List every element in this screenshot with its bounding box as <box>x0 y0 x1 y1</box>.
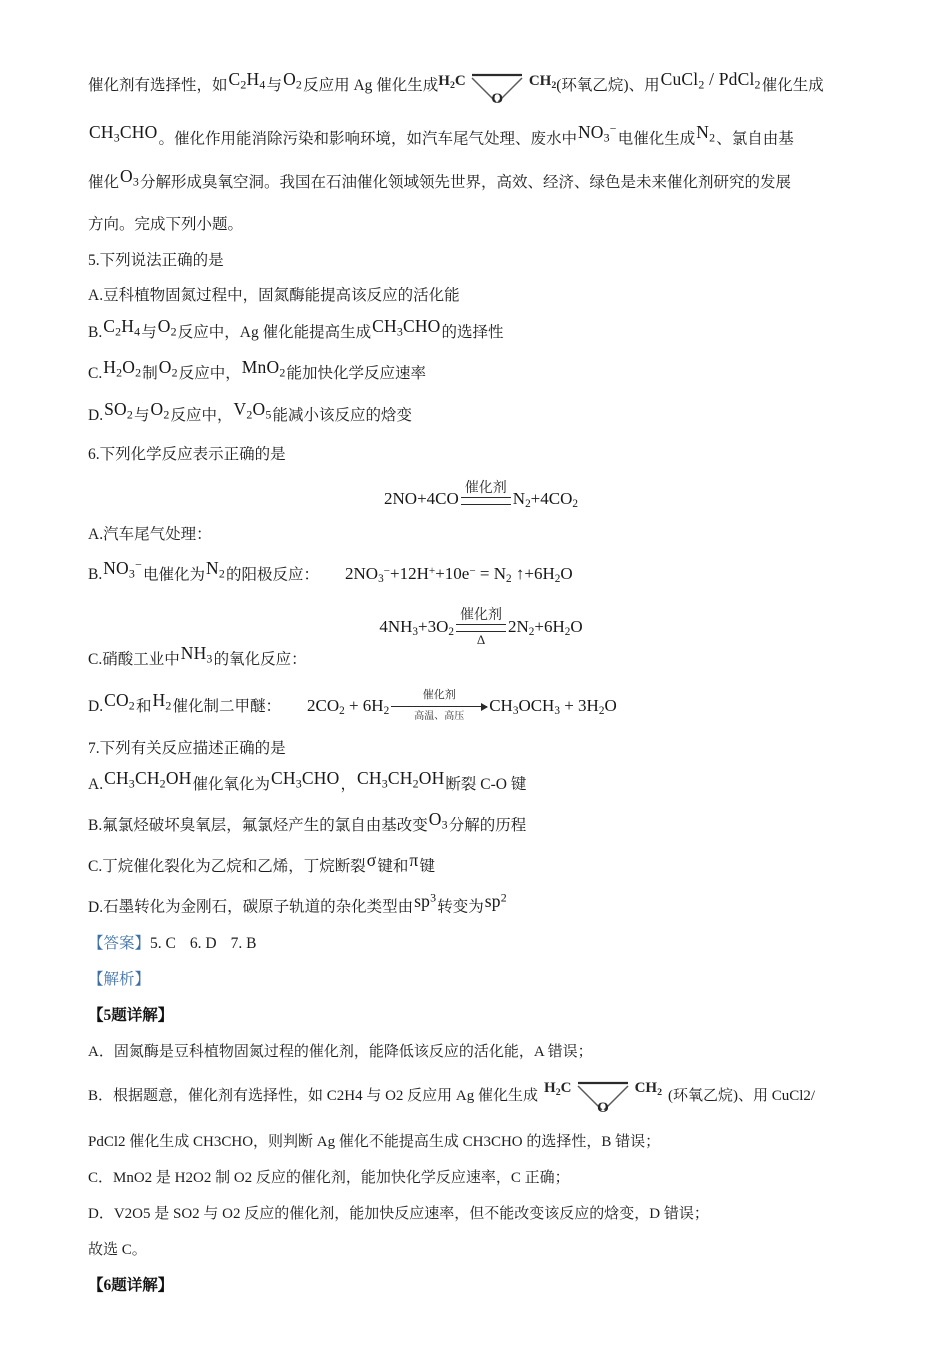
stem-text-7: 电催化生成 <box>617 130 696 148</box>
formula-o2: $O_2$ <box>158 357 178 380</box>
formula-ch3cho: $CH_3CHO$ <box>271 767 340 790</box>
answer-item-6: 6. D <box>189 934 217 952</box>
option-text: 与 <box>141 324 157 341</box>
option-text: 能加快化学反应速率 <box>286 365 426 383</box>
stem-paragraph-3 <box>88 163 874 206</box>
stem-text-5: 催化生成 <box>761 77 824 94</box>
answer-item-5: 5. C <box>150 934 176 952</box>
option-label: A. <box>88 287 104 304</box>
formula-nitrate-ion: $NO_3^-$ <box>103 558 142 581</box>
stem-text-2: 与 <box>266 77 283 94</box>
question-6-option-b-equation: $2NO_3^-+12H^++10e^- = N_2$ $↑+6H_2O$ <box>345 564 573 586</box>
option-text: 反应中， <box>178 365 241 383</box>
option-label: D. <box>88 898 104 916</box>
stem-text-4: (环氧乙烷)、用 <box>556 77 660 94</box>
option-text: 和 <box>135 698 152 716</box>
stem-text-6: 。催化作用能消除污染和影响环境，如汽车尾气处理、废水中 <box>158 130 577 148</box>
question-5-analysis-d: D．V2O5 是 SO2 与 O2 反应的催化剂，能加快反应速率，但不能改变该反应的焓变，D 错误； <box>88 1205 709 1222</box>
epoxyethane-structure-icon <box>544 1070 662 1124</box>
epoxide-left-label: $H_2C$ <box>544 1079 572 1098</box>
question-6-option-d-equation <box>306 689 617 723</box>
option-text: 的选择性 <box>441 324 504 341</box>
equals-double-bar <box>461 497 511 505</box>
formula-so2: $SO_2$ <box>104 398 134 421</box>
option-text: 反应中， <box>170 406 233 424</box>
option-text: 能减小该反应的焓变 <box>272 406 413 424</box>
formula-n2: $N_2$ <box>205 558 225 581</box>
analysis-marker: 【解析】 <box>88 970 151 988</box>
stem-paragraph-4 <box>88 206 874 244</box>
option-label: C. <box>88 858 103 876</box>
question-7-option-c[interactable] <box>88 848 874 885</box>
answer-item-7: 7. B <box>230 934 257 952</box>
option-text: ， <box>340 775 356 793</box>
stem-text-1: 催化剂有选择性，如 <box>88 77 228 94</box>
condition-under: Δ <box>476 632 486 648</box>
question-6-prompt <box>88 438 874 472</box>
formula-h2o2: $H_2O_2$ <box>103 357 142 380</box>
equation-right: $2N_2+6H_2O$ <box>508 616 583 638</box>
question-5-prompt <box>88 244 874 278</box>
formula-v2o5: $V_2O_5$ <box>233 398 272 421</box>
option-text: 石墨转化为金刚石，碳原子轨道的杂化类型由 <box>103 898 414 916</box>
option-text: 的阳极反应： <box>225 566 319 584</box>
stem-text-10: 分解形成臭氧空洞。我国在石油催化领域领先世界，高效、经济、绿色是未来催化剂研究的发展 <box>140 173 792 191</box>
symbol-pi: π <box>409 850 419 871</box>
question-6-option-b[interactable] <box>88 553 874 598</box>
option-label: B. <box>88 566 103 584</box>
formula-ch3cho: $CH_3CHO$ <box>89 122 158 145</box>
option-label: A. <box>88 775 104 793</box>
option-text: 键 <box>419 858 435 876</box>
epoxide-right-label: $CH_2$ <box>528 73 557 91</box>
condition-over: 催化剂 <box>464 480 507 496</box>
condition-under <box>461 506 511 520</box>
question-7-option-d[interactable] <box>88 885 874 925</box>
formula-h2: $H_2$ <box>152 690 172 713</box>
question-7-number: 7. <box>88 739 100 757</box>
question-5-option-d[interactable] <box>88 397 874 438</box>
formula-ethanol: $CH_3CH_2OH$ <box>104 767 192 790</box>
formula-nitrate-ion: $NO_3^-$ <box>577 122 617 145</box>
option-text: 转变为 <box>437 898 484 916</box>
question-5-text: 下列说法正确的是 <box>99 252 224 269</box>
formula-cucl2-pdcl2: CuCl$_2$ / PdCl$_2$ <box>660 69 761 92</box>
answer-block <box>88 926 874 962</box>
option-text: 断裂 C-O 键 <box>445 775 527 793</box>
option-text: 键和 <box>377 858 409 876</box>
question-5-analysis-b-cont: PdCl2 催化生成 CH3CHO，则判断 Ag 催化不能提高生成 CH3CHO 的选择性，B 错误； <box>88 1133 661 1150</box>
question-5-option-a[interactable] <box>88 278 874 314</box>
epoxyethane-structure-icon <box>438 62 556 116</box>
epoxide-left-label: $H_2C$ <box>438 73 466 91</box>
option-text: 催化制二甲醚： <box>172 698 281 716</box>
question-5-option-b[interactable] <box>88 314 874 355</box>
option-text: 丁烷催化裂化为乙烷和乙烯，丁烷断裂 <box>102 858 366 876</box>
equation-left: $4NH_3+3O_2$ <box>379 616 454 638</box>
option-label: C. <box>88 650 103 668</box>
option-text: 的氧化反应： <box>213 650 307 668</box>
question-5-analysis-a: A．固氮酶是豆科植物固氮过程的催化剂，能降低该反应的活化能，A 错误； <box>88 1043 593 1060</box>
formula-c2h4: $C_2H_4$ <box>228 69 266 92</box>
formula-nh3: $NH_3$ <box>180 642 213 666</box>
option-text: 分解的历程 <box>448 816 527 834</box>
formula-ch3cho: $CH_3CHO$ <box>372 316 441 339</box>
option-text: 催化氧化为 <box>192 775 271 793</box>
option-label: D. <box>88 698 104 716</box>
page-content <box>88 62 874 1304</box>
question-5-option-c[interactable] <box>88 355 874 396</box>
option-label: D. <box>88 406 104 424</box>
question-5-number: 5. <box>88 252 100 269</box>
stem-text-3: 反应用 Ag 催化生成 <box>303 77 439 94</box>
question-5-analysis-b <box>88 1070 874 1124</box>
condition-under: 高温、高压 <box>414 711 465 723</box>
option-text: 制 <box>142 365 158 383</box>
stem-paragraph <box>88 62 874 116</box>
option-label: B. <box>88 816 103 834</box>
formula-n2: $N_2$ <box>696 122 716 145</box>
reaction-condition-catalyst-heat <box>456 608 506 647</box>
question-6-text: 下列化学反应表示正确的是 <box>99 445 286 463</box>
question-6-option-d[interactable] <box>88 688 874 729</box>
formula-ethanol: $CH_3CH_2OH$ <box>356 767 445 790</box>
question-7-option-b[interactable] <box>88 807 874 848</box>
equation-left: $2CO_2 + 6H_2$ <box>306 696 390 718</box>
formula-o2: $O_2$ <box>283 69 303 92</box>
option-label: A. <box>88 526 104 544</box>
stem-text-11: 方向。完成下列小题。 <box>88 216 244 233</box>
question-5-analysis-conclusion: 故选 C。 <box>88 1241 147 1258</box>
option-text: 氟氯烃破坏臭氧层，氟氯烃产生的氯自由基改变 <box>102 816 428 834</box>
formula-o2: $O_2$ <box>150 398 170 421</box>
epoxide-oxygen-label: O <box>597 1099 609 1116</box>
option-text: 硝酸工业中 <box>102 650 180 668</box>
equation-right: $N_2+4CO_2$ <box>512 488 578 511</box>
option-label: B. <box>88 324 103 341</box>
question-7-text: 下列有关反应描述正确的是 <box>99 739 286 757</box>
formula-o2: $O_2$ <box>157 316 177 339</box>
symbol-sigma: σ <box>366 850 377 871</box>
formula-o3: $O_3$ <box>428 808 448 832</box>
epoxide-oxygen-label: O <box>491 91 504 107</box>
formula-o3: $O_3$ <box>120 165 140 188</box>
option-text: 豆科植物固氮过程中，固氮酶能提高该反应的活化能 <box>103 287 460 304</box>
option-text: 电催化为 <box>142 566 205 584</box>
question-5-analysis-c: C．MnO2 是 H2O2 制 O2 反应的催化剂，能加快化学反应速率，C 正确； <box>88 1169 570 1186</box>
answer-marker: 【答案】 <box>88 934 151 952</box>
analysis-block-marker <box>88 962 874 998</box>
question-5-analysis-title: 【5题详解】 <box>88 1006 174 1024</box>
stem-text-9: 催化 <box>88 173 120 191</box>
condition-over: 催化剂 <box>422 689 456 702</box>
option-text: 反应中，Ag 催化能提高生成 <box>177 324 372 341</box>
formula-mno2: MnO$_2$ <box>241 357 286 380</box>
formula-co2: $CO_2$ <box>104 690 135 713</box>
option-text: 与 <box>134 406 150 424</box>
question-6-analysis-title: 【6题详解】 <box>88 1276 174 1294</box>
condition-over: 催化剂 <box>460 608 502 624</box>
analysis-text-b2: (环氧乙烷)、用 CuCl2/ <box>668 1087 816 1104</box>
reaction-arrow-icon <box>391 706 487 708</box>
question-6-number: 6. <box>88 445 100 463</box>
equation-right: $CH_3OCH_3 + 3H_2O$ <box>489 696 617 718</box>
stem-text-8: 、氯自由基 <box>716 130 794 148</box>
hybridization-sp2: $sp^2$ <box>484 890 507 911</box>
equals-double-bar <box>456 624 506 632</box>
epoxide-right-label: $CH_2$ <box>634 1079 663 1098</box>
option-text: 汽车尾气处理： <box>103 526 212 544</box>
reaction-condition-catalyst <box>461 481 511 520</box>
stem-paragraph-2 <box>88 116 874 163</box>
question-7-prompt <box>88 732 874 766</box>
analysis-text-b1: B．根据题意，催化剂有选择性，如 C2H4 与 O2 反应用 Ag 催化生成 <box>88 1087 539 1104</box>
hybridization-sp3: $sp^3$ <box>414 890 437 911</box>
formula-c2h4: $C_2H_4$ <box>103 316 141 339</box>
reaction-condition-catalyst-hightemp <box>391 689 487 725</box>
option-label: C. <box>88 365 103 383</box>
question-7-option-a[interactable] <box>88 766 874 807</box>
equation-left: 2NO+4CO <box>384 488 459 508</box>
